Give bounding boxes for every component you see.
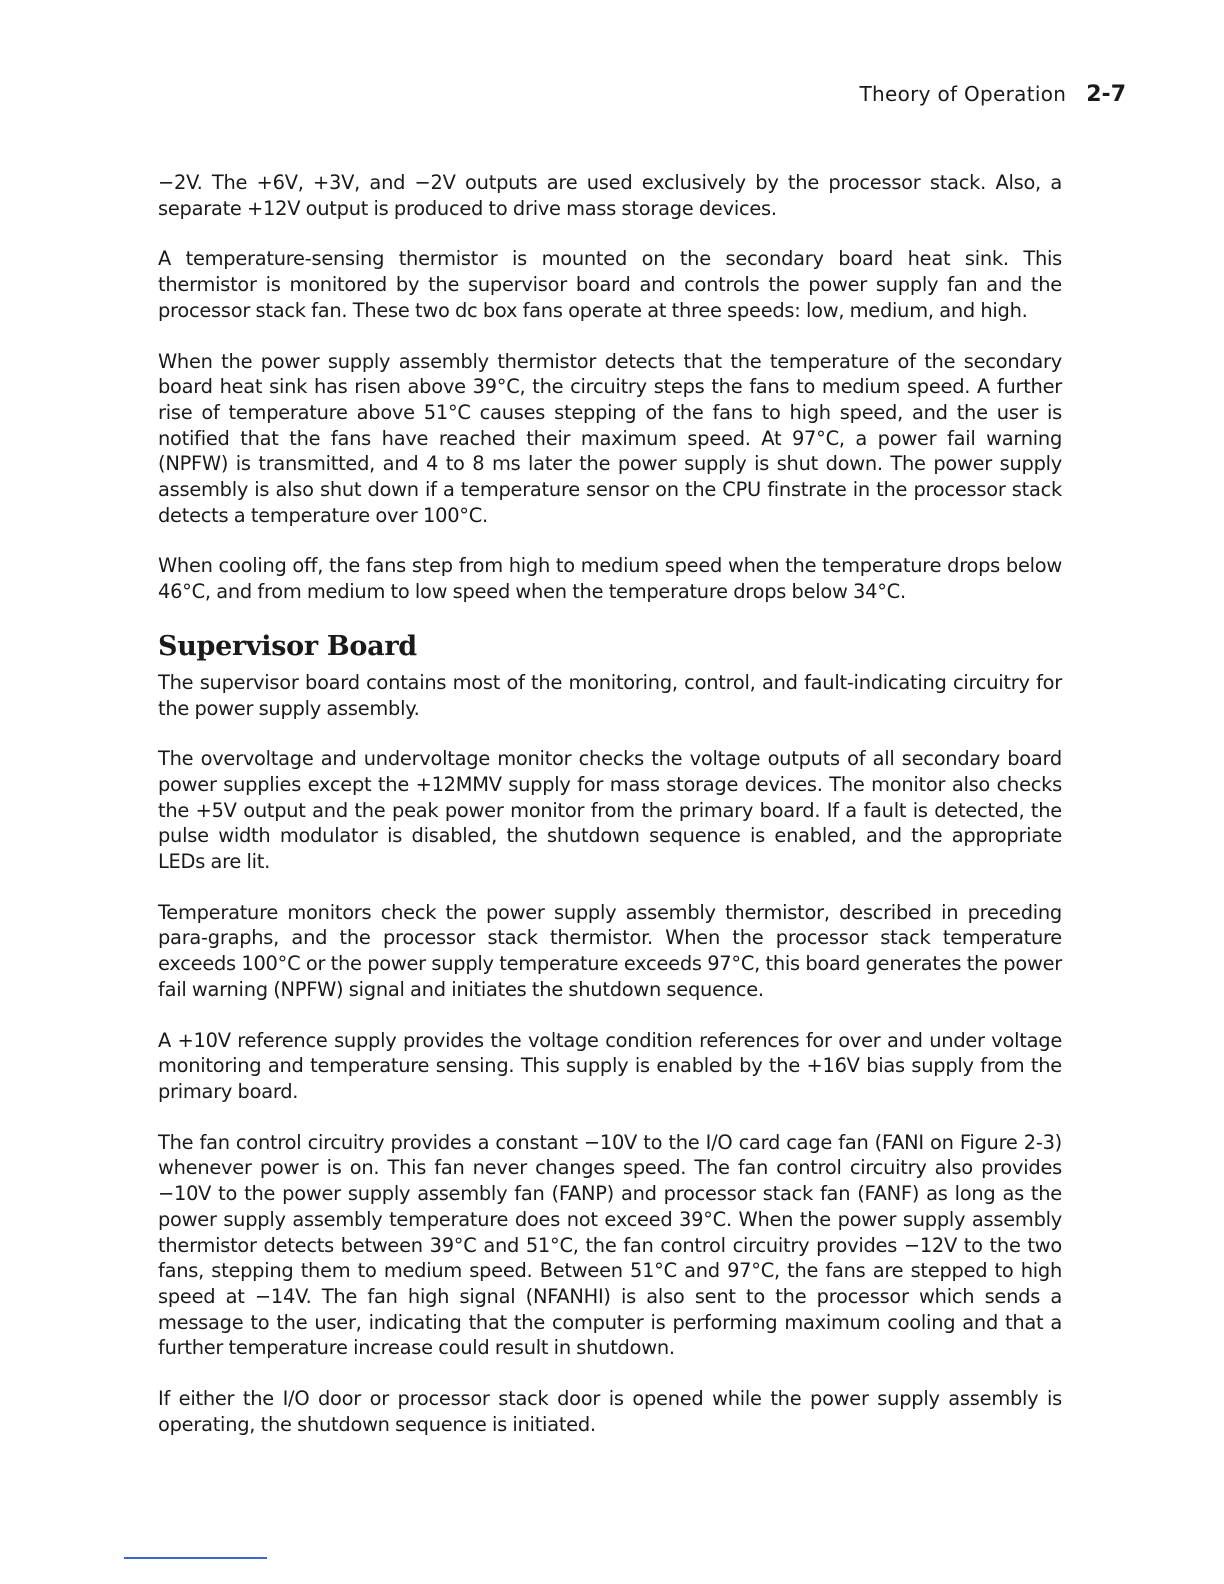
- paragraph-temperature-monitors: Temperature monitors check the power supply assembly thermistor, described in preceding para-graphs, and the processor stack thermistor. When the processor stack temperature exceeds 100°C or the power supply temperature exceeds 97°C, this board generates the power fail warning (NPFW) signal and initiates the shutdown sequence.: [158, 900, 1062, 1001]
- paragraph-fan-control: The fan control circuitry provides a constant −10V to the I/O card cage fan (FANI on Figure 2-3) whenever power is on. This fan never changes speed. The fan control circuitry also provides −10V to the power supply assembly fan (FANP) and processor stack fan (FANF) as long as the power supply assembly temperature does not exceed 39°C. When the power supply assembly thermistor detects between 39°C and 51°C, the fan control circuitry provides −12V to the two fans, stepping them to medium speed. Between 51°C and 97°C, the fans are stepped to high speed at −14V. The fan high signal (NFANHI) is also sent to the processor which sends a message to the user, indicating that the computer is performing maximum cooling and that a further temperature increase could result in shutdown.: [158, 1130, 1062, 1360]
- running-header: [860, 82, 1126, 107]
- section-heading-supervisor-board: Supervisor Board: [158, 630, 417, 662]
- section-title: Theory of Operation: [859, 82, 1067, 106]
- page-number: 2-7: [1086, 82, 1126, 107]
- page-body: [158, 170, 1062, 1462]
- footer-rule: [124, 1557, 267, 1559]
- paragraph-cooling-off: When cooling off, the fans step from high to medium speed when the temperature drops below 46°C, and from medium to low speed when the temperature drops below 34°C.: [158, 554, 1062, 604]
- paragraph-voltage-monitor: The overvoltage and undervoltage monitor checks the voltage outputs of all secondary board power supplies except the +12MMV supply for mass storage devices. The monitor also checks the +5V output and the peak power monitor from the primary board. If a fault is detected, the pulse width modulator is disabled, the shutdown sequence is enabled, and the appropriate LEDs are lit.: [158, 747, 1062, 874]
- paragraph-supervisor-overview: The supervisor board contains most of the monitoring, control, and fault-indicating circuitry for the power supply assembly.: [158, 670, 1062, 720]
- paragraph-reference-supply: A +10V reference supply provides the voltage condition references for over and under voltage monitoring and temperature sensing. This supply is enabled by the +16V bias supply from the primary board.: [158, 1028, 1062, 1103]
- paragraph-thermistor: A temperature-sensing thermistor is mounted on the secondary board heat sink. This thermistor is monitored by the supervisor board and controls the power supply fan and the processor stack fan. These two dc box fans operate at three speeds: low, medium, and high.: [158, 247, 1062, 322]
- paragraph-door-interlock: If either the I/O door or processor stack door is opened while the power supply assembly is operating, the shutdown sequence is initiated.: [158, 1387, 1062, 1436]
- paragraph-fan-speed-stepping: When the power supply assembly thermistor detects that the temperature of the secondary board heat sink has risen above 39°C, the circuitry steps the fans to medium speed. A further rise of temperature above 51°C causes stepping of the fans to high speed, and the user is notified that the fans have reached their maximum speed. At 97°C, a power fail warning (NPFW) is transmitted, and 4 to 8 ms later the power supply is shut down. The power supply assembly is also shut down if a temperature sensor on the CPU finstrate in the processor stack detects a temperature over 100°C.: [158, 349, 1062, 527]
- paragraph-voltage-outputs: −2V. The +6V, +3V, and −2V outputs are used exclusively by the processor stack. Also, a separate +12V output is produced to drive mass storage devices.: [158, 171, 1062, 220]
